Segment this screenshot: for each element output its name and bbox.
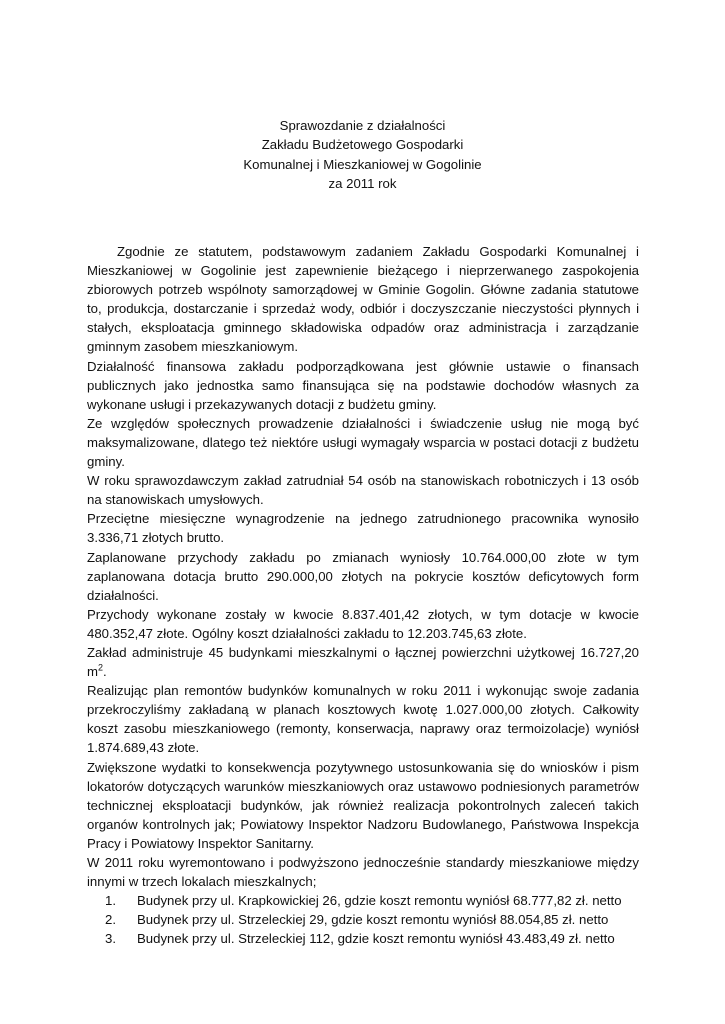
paragraph-finance: Działalność finansowa zakładu podporządkowana jest głównie ustawie o finansach publicznych jako jednostka samo finansująca się na podstawie dochodów własnych za wykonane usługi i przekazywanych dotacji z budżetu gminy. bbox=[87, 358, 639, 412]
list-item bbox=[87, 929, 639, 948]
title-line-3: Komunalnej i Mieszkaniowej w Gogolinie bbox=[243, 156, 482, 172]
paragraph-renovated-units: W 2011 roku wyremontowano i podwyższono jednocześnie standardy mieszkaniowe między innymi w trzech lokalach mieszkalnych; bbox=[87, 855, 639, 890]
paragraph-planned-revenue: Zaplanowane przychody zakładu po zmianach wyniosły 10.764.000,00 złote w tym zaplanowana dotacja brutto 290.000,00 złotych na pokrycie kosztów deficytowych form działalności. bbox=[87, 549, 639, 603]
paragraph-salary: Przeciętne miesięczne wynagrodzenie na jednego zatrudnionego pracownika wynosiło 3.336,71 złotych brutto. bbox=[87, 511, 639, 546]
list-item-text: Budynek przy ul. Krapkowickiej 26, gdzie koszt remontu wyniósł 68.777,82 zł. netto bbox=[137, 893, 622, 909]
report-body bbox=[87, 242, 639, 948]
list-item bbox=[87, 910, 639, 929]
paragraph-employment: W roku sprawozdawczym zakład zatrudniał 54 osób na stanowiskach robotniczych i 13 osób na stanowiskach umysłowych. bbox=[87, 473, 639, 508]
list-item-number: 1. bbox=[105, 893, 116, 909]
title-line-1: Sprawozdanie z działalności bbox=[279, 118, 446, 133]
buildings-end: . bbox=[103, 664, 107, 680]
buildings-text: Zakład administruje 45 budynkami mieszkalnymi o łącznej powierzchni użytkowej 16.727,20 m bbox=[87, 644, 639, 680]
title-line-4: za 2011 rok bbox=[328, 175, 397, 191]
paragraph-statute: Zgodnie ze statutem, podstawowym zadaniem Zakładu Gospodarki Komunalnej i Mieszkaniowej w Gogolinie jest zapewnienie bieżącego i nieprzerwanego zaspokojenia zbiorowych potrzeb wspólnoty samorządowej w Gminie Gogolin. Główne zadania statutowe to, produkcja, dostarczanie i sprzedaż wody, odbiór i doczyszczanie nieczystości płynnych i stałych, eksploatacja gminnego składowiska odpadów oraz administracja i zarządzanie gminnym zasobem mieszkaniowym. bbox=[87, 244, 639, 355]
paragraph-renovation-plan: Realizując plan remontów budynków komunalnych w roku 2011 i wykonując swoje zadania przekroczyliśmy zakładaną w planach kosztowych kwotę 1.027.000,00 złotych. Całkowity koszt zasobu mieszkaniowego (remonty, konserwacja, naprawy oraz termoizolacje) wyniósł 1.874.689,43 złote. bbox=[87, 683, 639, 756]
paragraph-expenses: Zwiększone wydatki to konsekwencja pozytywnego ustosunkowania się do wniosków i pism lokatorów dotyczących warunków mieszkaniowych oraz ustawowo podniesionych parametrów technicznej eksploatacji budynków, jak również realizacja pokontrolnych zaleceń takich organów kontrolnych jak; Powiatowy Inspektor Nadzoru Budowlanego, Państwowa Inspekcja Pracy i Powiatowy Inspektor Sanitarny. bbox=[87, 759, 639, 851]
paragraph-social-reasons: Ze względów społecznych prowadzenie działalności i świadczenie usług nie mogą być maksymalizowane, dlatego też niektóre usługi wymagały wsparcia w postaci dotacji z budżetu gminy. bbox=[87, 415, 639, 470]
renovation-list bbox=[87, 891, 639, 948]
report-title bbox=[0, 116, 725, 193]
paragraph-actual-revenue: Przychody wykonane zostały w kwocie 8.837.401,42 złotych, w tym dotacje w kwocie 480.352,47 złote. Ogólny koszt działalności zakładu to 12.203.745,63 złote. bbox=[87, 606, 639, 641]
list-item-number: 2. bbox=[105, 912, 116, 928]
list-item bbox=[87, 891, 639, 910]
title-line-2: Zakładu Budżetowego Gospodarki bbox=[261, 137, 464, 153]
list-item-number: 3. bbox=[105, 931, 116, 947]
buildings-superscript: 2 bbox=[98, 662, 104, 673]
list-item-text: Budynek przy ul. Strzeleckiej 112, gdzie koszt remontu wyniósł 43.483,49 zł. netto bbox=[137, 931, 615, 947]
list-item-text: Budynek przy ul. Strzeleckiej 29, gdzie koszt remontu wyniósł 88.054,85 zł. netto bbox=[137, 912, 609, 928]
paragraph-buildings bbox=[87, 643, 639, 681]
